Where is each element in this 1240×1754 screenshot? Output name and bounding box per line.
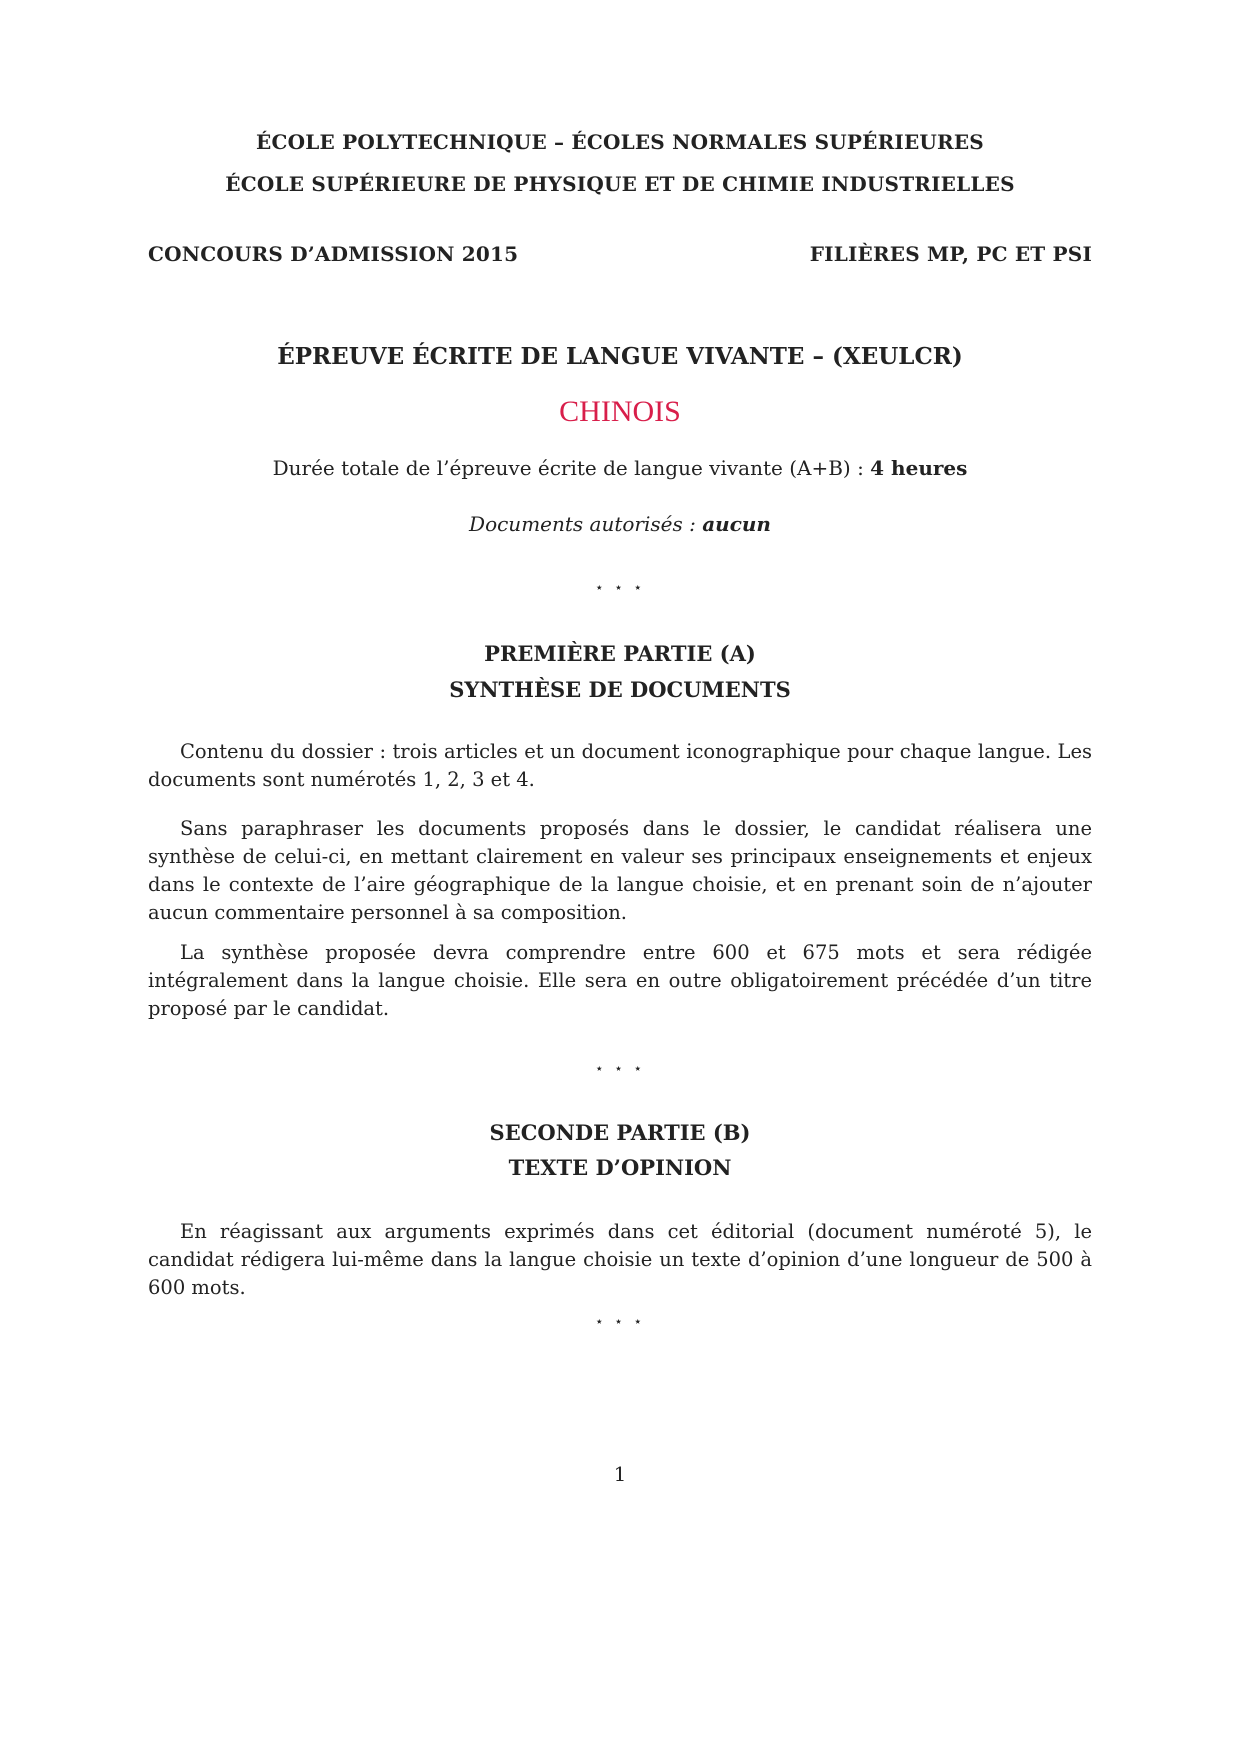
documents-value: aucun: [702, 512, 771, 536]
partie-a-heading: PREMIÈRE PARTIE (A): [484, 641, 756, 666]
separator-stars-1: ⋆ ⋆ ⋆: [594, 580, 646, 596]
duree-label: Durée totale de l’épreuve écrite de langue vivante (A+B) :: [272, 456, 871, 480]
partie-b-subheading: TEXTE D’OPINION: [508, 1155, 732, 1180]
duree-line: [148, 456, 1092, 480]
partie-a-paragraph: Contenu du dossier : trois articles et un document iconographique pour chaque langue. Les documents sont numérotés 1, 2, 3 et 4.: [148, 740, 1092, 791]
documents-label: Documents autorisés :: [469, 512, 703, 536]
separator-stars-3: ⋆ ⋆ ⋆: [594, 1314, 646, 1330]
partie-a-paragraph: Sans paraphraser les documents proposés dans le dossier, le candidat réalisera une synthèse de celui-ci, en mettant clairement en valeur ses principaux enseignements et enjeux dans le contexte de l’aire géographique de la langue choisie, et en prenant soin de n’ajouter aucun commentaire personnel à sa composition.: [148, 817, 1092, 924]
language-title: CHINOIS: [559, 395, 681, 428]
partie-a-paragraph: La synthèse proposée devra comprendre entre 600 et 675 mots et sera rédigée intégralement dans la langue choisie. Elle sera en outre obligatoirement précédée d’un titre proposé par le candidat.: [148, 941, 1092, 1020]
duree-value: 4 heures: [870, 456, 968, 480]
header-institution-line1: ÉCOLE POLYTECHNIQUE – ÉCOLES NORMALES SUPÉRIEURES: [256, 130, 984, 154]
separator-stars-2: ⋆ ⋆ ⋆: [594, 1061, 646, 1077]
partie-a-subheading: SYNTHÈSE DE DOCUMENTS: [449, 677, 791, 702]
partie-b-paragraph: En réagissant aux arguments exprimés dans cet éditorial (document numéroté 5), le candidat rédigera lui-même dans la langue choisie un texte d’opinion d’une longueur de 500 à 600 mots.: [148, 1220, 1092, 1299]
partie-b-heading: SECONDE PARTIE (B): [489, 1120, 751, 1145]
epreuve-title: ÉPREUVE ÉCRITE DE LANGUE VIVANTE – (XEULCR): [277, 343, 963, 370]
filieres-label: FILIÈRES MP, PC ET PSI: [809, 242, 1092, 266]
page-number: 1: [613, 1462, 627, 1486]
concours-label: CONCOURS D’ADMISSION 2015: [148, 242, 519, 266]
documents-line: [148, 512, 1092, 536]
header-institution-line2: ÉCOLE SUPÉRIEURE DE PHYSIQUE ET DE CHIMIE INDUSTRIELLES: [225, 172, 1015, 196]
